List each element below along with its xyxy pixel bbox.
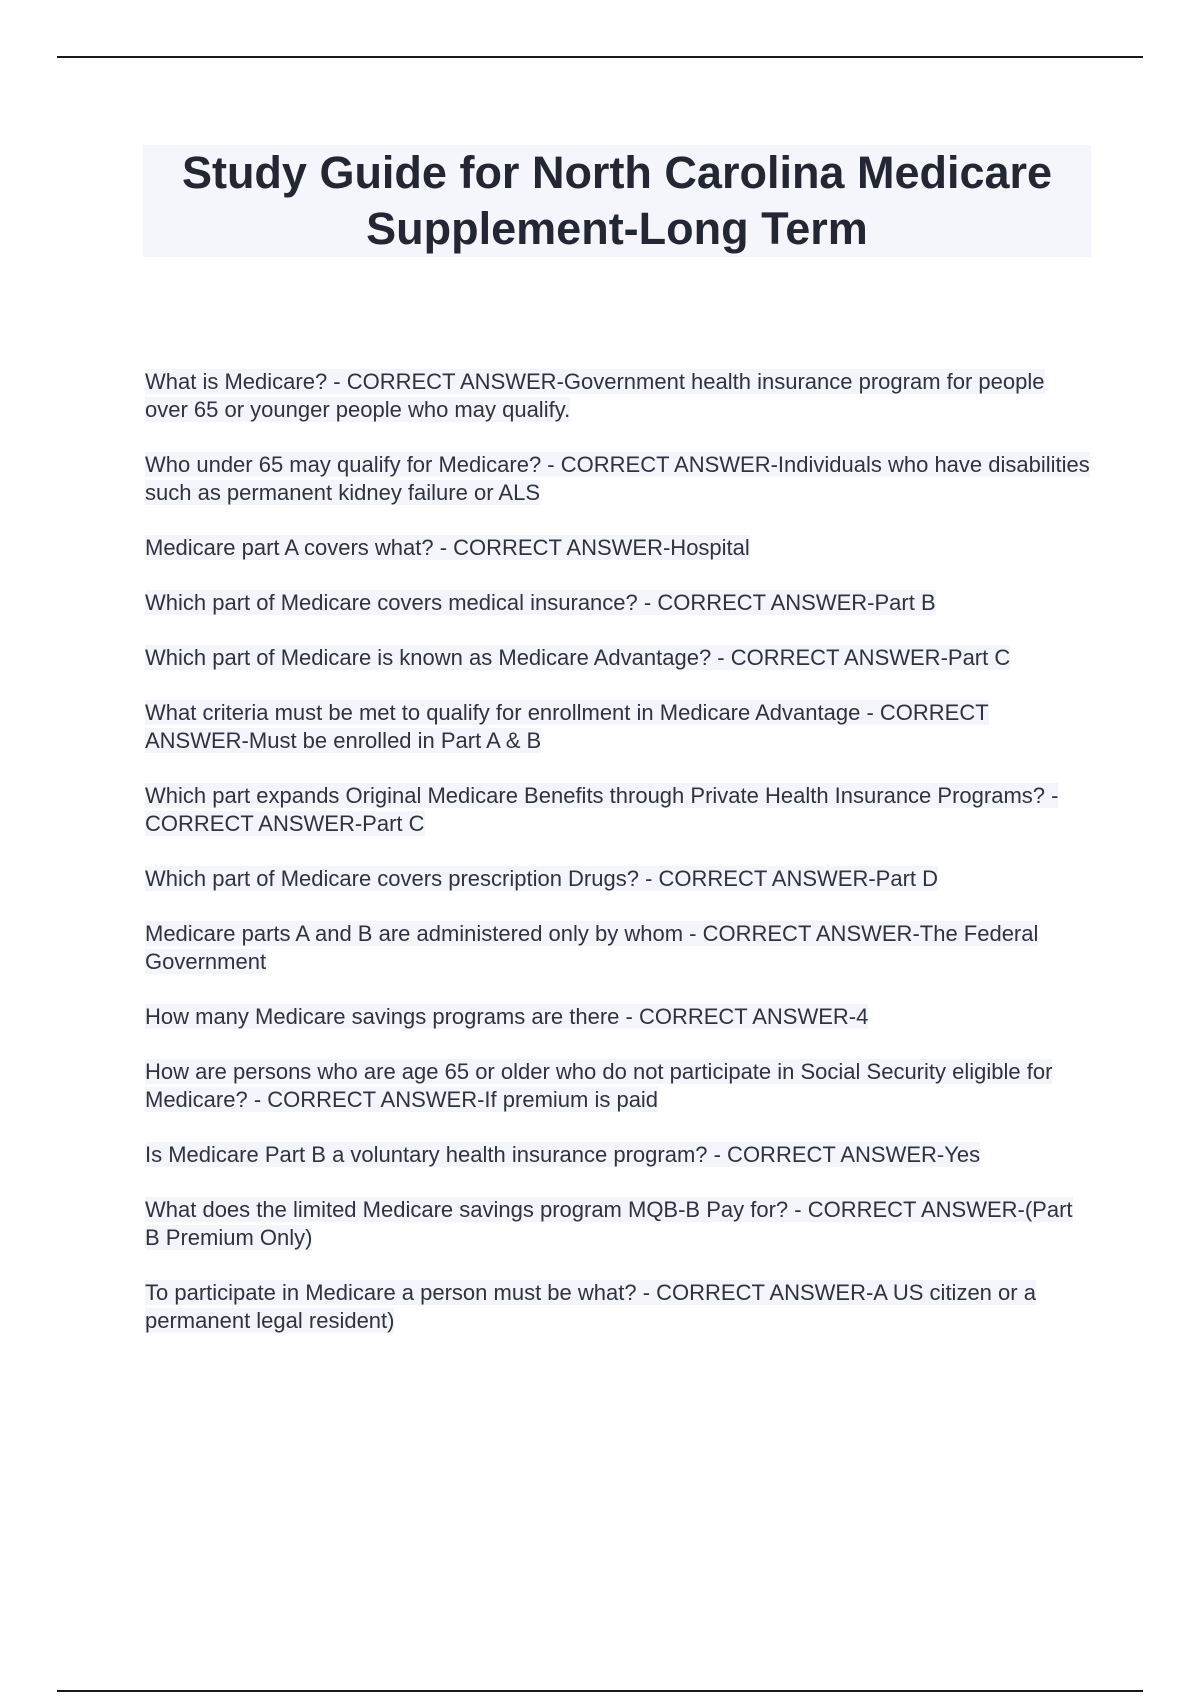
qa-item: [145, 920, 1090, 976]
qa-item: [145, 534, 1090, 562]
qa-text: How many Medicare savings programs are there - CORRECT ANSWER-4: [145, 1004, 869, 1029]
page-title: Study Guide for North Carolina Medicare Supplement-Long Term: [181, 147, 1053, 254]
qa-item: [145, 451, 1090, 507]
qa-item: [145, 368, 1090, 424]
top-divider: [57, 56, 1143, 58]
qa-text: To participate in Medicare a person must be what? - CORRECT ANSWER-A US citizen or a permanent legal resident): [145, 1280, 1036, 1333]
qa-text: What does the limited Medicare savings program MQB-B Pay for? - CORRECT ANSWER-(Part B Premium Only): [145, 1197, 1073, 1250]
qa-text: What criteria must be met to qualify for enrollment in Medicare Advantage - CORRECT ANSWER-Must be enrolled in Part A & B: [145, 700, 989, 753]
qa-item: [145, 1141, 1090, 1169]
qa-item: [145, 1058, 1090, 1114]
qa-text: Which part of Medicare is known as Medicare Advantage? - CORRECT ANSWER-Part C: [145, 645, 1011, 670]
qa-item: [145, 589, 1090, 617]
qa-text: How are persons who are age 65 or older who do not participate in Social Security eligible for Medicare? - CORRECT ANSWER-If premium is paid: [145, 1059, 1053, 1112]
qa-text: Who under 65 may qualify for Medicare? - CORRECT ANSWER-Individuals who have disabilities such as permanent kidney failure or ALS: [145, 452, 1090, 505]
qa-text: Medicare part A covers what? - CORRECT ANSWER-Hospital: [145, 535, 750, 560]
qa-item: [145, 1279, 1090, 1335]
qa-text: Which part of Medicare covers prescription Drugs? - CORRECT ANSWER-Part D: [145, 866, 939, 891]
qa-item: [145, 1003, 1090, 1031]
qa-item: [145, 865, 1090, 893]
title-block: [143, 145, 1091, 257]
qa-item: [145, 782, 1090, 838]
qa-item: [145, 1196, 1090, 1252]
qa-text: Which part of Medicare covers medical insurance? - CORRECT ANSWER-Part B: [145, 590, 936, 615]
qa-list: [145, 368, 1090, 1362]
qa-text: Medicare parts A and B are administered only by whom - CORRECT ANSWER-The Federal Government: [145, 921, 1039, 974]
qa-item: [145, 699, 1090, 755]
qa-text: What is Medicare? - CORRECT ANSWER-Government health insurance program for people over 65 or younger people who may qualify.: [145, 369, 1045, 422]
qa-item: [145, 644, 1090, 672]
qa-text: Is Medicare Part B a voluntary health insurance program? - CORRECT ANSWER-Yes: [145, 1142, 981, 1167]
qa-text: Which part expands Original Medicare Benefits through Private Health Insurance Programs? - CORRECT ANSWER-Part C: [145, 783, 1059, 836]
bottom-divider: [57, 1690, 1143, 1692]
